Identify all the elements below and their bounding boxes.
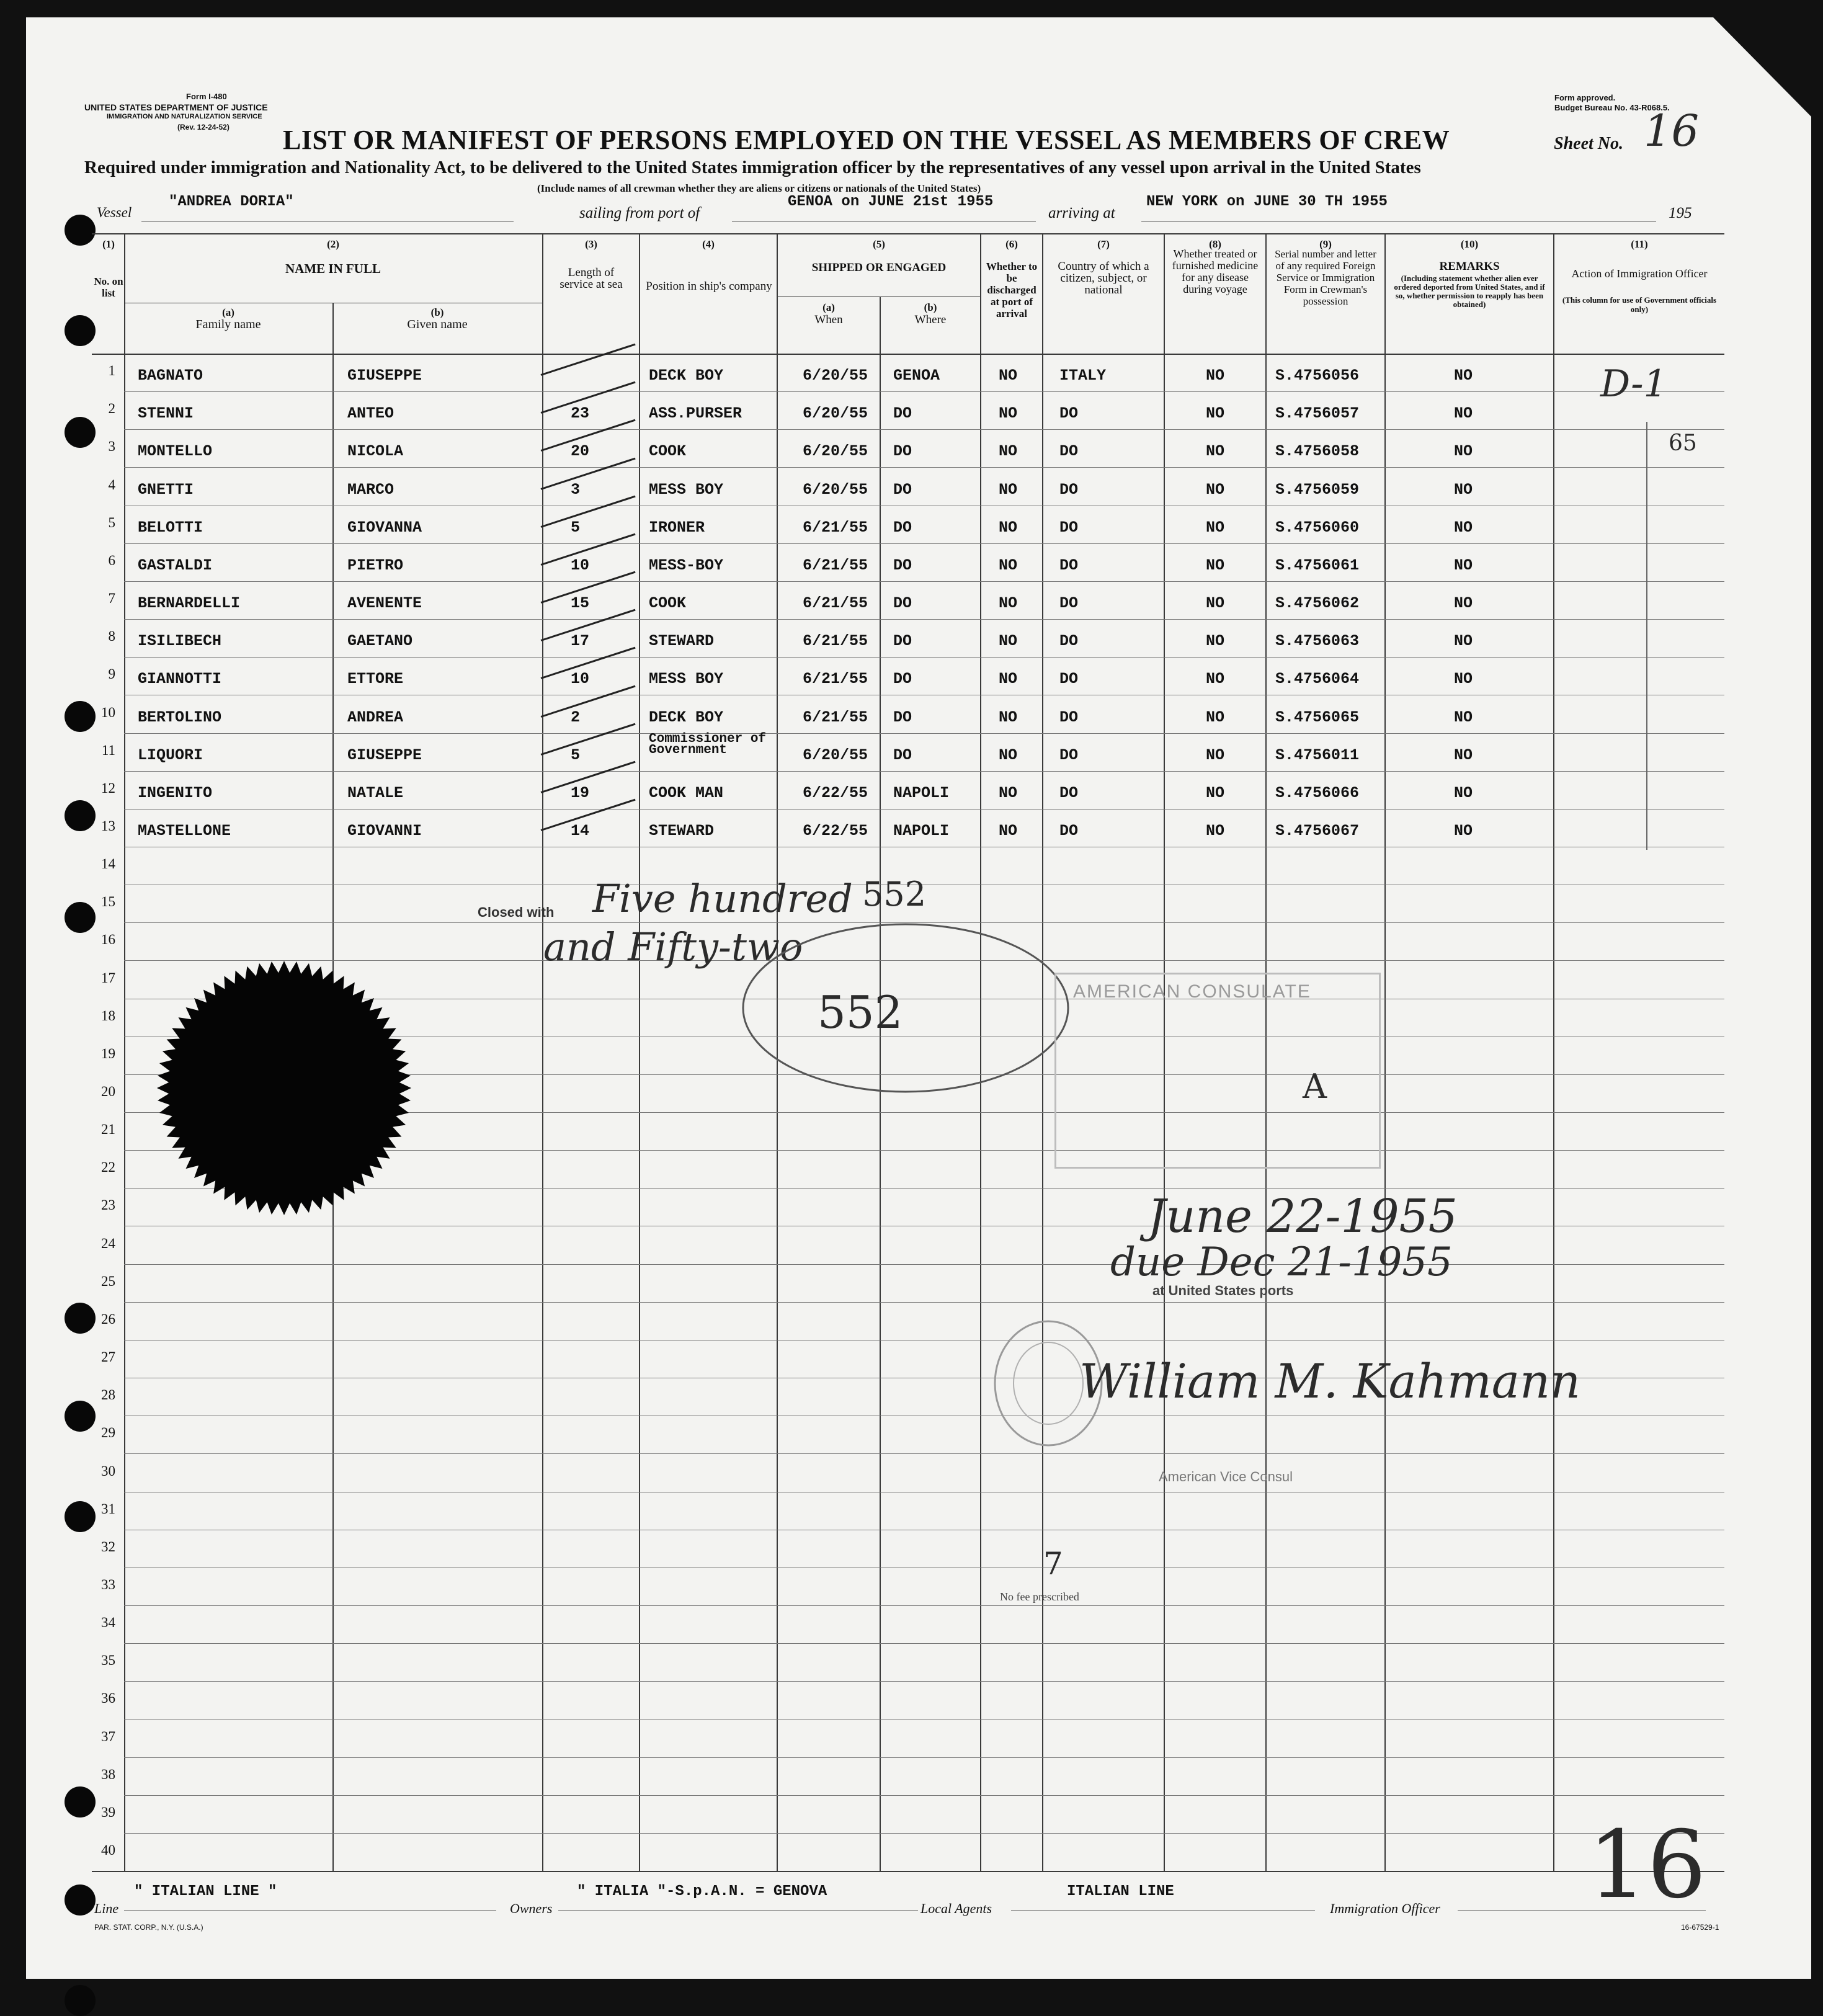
col11-number: (11) bbox=[1631, 238, 1648, 250]
given-name-cell: GIOVANNA bbox=[347, 519, 422, 537]
col6-header: Whether to be discharged at port of arrival bbox=[986, 261, 1038, 319]
medicine-cell: NO bbox=[1206, 784, 1225, 802]
row-line bbox=[124, 1302, 1724, 1303]
serial-number-cell: S.4756058 bbox=[1275, 442, 1360, 460]
remarks-cell: NO bbox=[1454, 746, 1473, 764]
given-name-cell: MARCO bbox=[347, 481, 394, 499]
fee-text: No fee prescribed bbox=[1000, 1590, 1079, 1603]
punch-hole bbox=[65, 215, 96, 246]
col2a-header: Family name bbox=[195, 318, 261, 331]
shipped-where-cell: DO bbox=[893, 670, 912, 688]
officer-count: 65 bbox=[1669, 430, 1697, 456]
col4-number: (4) bbox=[702, 238, 715, 250]
serial-number-cell: S.4756061 bbox=[1275, 556, 1360, 574]
col9-header: Serial number and letter of any required Foreign Service or Immigration Form in Crewman's possession bbox=[1275, 248, 1376, 307]
discharge-cell: NO bbox=[999, 519, 1018, 537]
row-number: 33 bbox=[101, 1577, 115, 1592]
sailing-port: GENOA on JUNE 21st 1955 bbox=[788, 194, 994, 210]
country-cell: DO bbox=[1059, 784, 1079, 802]
punch-hole bbox=[65, 315, 96, 346]
family-name-cell: GNETTI bbox=[138, 481, 194, 499]
closed-digits: 552 bbox=[862, 875, 927, 914]
length-of-service-cell: 5 bbox=[571, 746, 581, 764]
col10-header: REMARKS bbox=[1439, 260, 1500, 273]
shipped-where-cell: DO bbox=[893, 594, 912, 612]
position-cell: COOK bbox=[649, 594, 687, 612]
position-cell: Commissioner of Government bbox=[649, 732, 767, 757]
medicine-cell: NO bbox=[1206, 632, 1225, 650]
medicine-cell: NO bbox=[1206, 367, 1225, 385]
row-number: 22 bbox=[101, 1159, 115, 1175]
row-line bbox=[124, 1757, 1724, 1758]
row-number: 14 bbox=[101, 856, 115, 872]
remarks-cell: NO bbox=[1454, 481, 1473, 499]
discharge-cell: NO bbox=[999, 670, 1018, 688]
serial-number-cell: S.4756011 bbox=[1275, 746, 1360, 764]
remarks-cell: NO bbox=[1454, 822, 1473, 840]
vessel-name: "ANDREA DORIA" bbox=[169, 194, 294, 210]
medicine-cell: NO bbox=[1206, 670, 1225, 688]
given-name-cell: ETTORE bbox=[347, 670, 404, 688]
serial-number-cell: S.4756065 bbox=[1275, 708, 1360, 726]
remarks-cell: NO bbox=[1454, 367, 1473, 385]
family-name-cell: STENNI bbox=[138, 404, 194, 422]
remarks-cell: NO bbox=[1454, 404, 1473, 422]
row-line bbox=[124, 1833, 1724, 1834]
country-cell: DO bbox=[1059, 481, 1079, 499]
length-of-service-cell: 10 bbox=[571, 556, 590, 574]
punch-hole bbox=[65, 1884, 96, 1916]
shipped-where-cell: NAPOLI bbox=[893, 784, 950, 802]
row-number: 17 bbox=[101, 970, 115, 986]
medicine-cell: NO bbox=[1206, 746, 1225, 764]
row-number: 27 bbox=[101, 1349, 115, 1365]
given-name-cell: GAETANO bbox=[347, 632, 413, 650]
serial-number-cell: S.4756064 bbox=[1275, 670, 1360, 688]
position-cell: DECK BOY bbox=[649, 708, 724, 726]
sailing-label: sailing from port of bbox=[579, 205, 700, 221]
row-number: 19 bbox=[101, 1046, 115, 1061]
family-name-cell: MASTELLONE bbox=[138, 822, 231, 840]
row-number: 15 bbox=[101, 894, 115, 909]
country-cell: DO bbox=[1059, 556, 1079, 574]
given-name-cell: ANTEO bbox=[347, 404, 394, 422]
officer-label: Immigration Officer bbox=[1330, 1901, 1440, 1916]
row-line bbox=[124, 733, 1724, 734]
row-line bbox=[124, 809, 1724, 810]
row-number: 6 bbox=[108, 553, 115, 568]
position-cell: MESS-BOY bbox=[649, 556, 724, 574]
owners-name: " ITALIA "-S.p.A.N. = GENOVA bbox=[577, 1883, 827, 1900]
shipped-when-cell: 6/21/55 bbox=[803, 708, 868, 726]
remarks-cell: NO bbox=[1454, 442, 1473, 460]
shipped-when-cell: 6/21/55 bbox=[803, 519, 868, 537]
length-of-service-cell: 19 bbox=[571, 784, 590, 802]
row-number: 31 bbox=[101, 1501, 115, 1517]
col5b-number: (b) bbox=[924, 301, 937, 313]
discharge-cell: NO bbox=[999, 556, 1018, 574]
serial-number-cell: S.4756062 bbox=[1275, 594, 1360, 612]
length-of-service-cell: 5 bbox=[571, 519, 581, 537]
given-name-cell: PIETRO bbox=[347, 556, 404, 574]
col1-header: No. on list bbox=[94, 275, 123, 299]
vessel-label: Vessel bbox=[97, 205, 132, 220]
shipped-where-cell: DO bbox=[893, 481, 912, 499]
agents-label: Local Agents bbox=[920, 1901, 992, 1916]
agents-name: ITALIAN LINE bbox=[1067, 1883, 1174, 1900]
remarks-cell: NO bbox=[1454, 784, 1473, 802]
page-mark: 16 bbox=[1588, 1811, 1706, 1919]
given-name-cell: NICOLA bbox=[347, 442, 404, 460]
oval-digits: 552 bbox=[818, 986, 903, 1038]
row-number: 8 bbox=[108, 628, 115, 644]
country-cell: DO bbox=[1059, 822, 1079, 840]
shipped-when-cell: 6/20/55 bbox=[803, 404, 868, 422]
row-line bbox=[124, 1605, 1724, 1606]
family-name-cell: INGENITO bbox=[138, 784, 213, 802]
remarks-cell: NO bbox=[1454, 519, 1473, 537]
row-number: 40 bbox=[101, 1842, 115, 1858]
row-number: 32 bbox=[101, 1539, 115, 1554]
row-number: 12 bbox=[101, 780, 115, 796]
position-cell: COOK bbox=[649, 442, 687, 460]
length-of-service-cell: 23 bbox=[571, 404, 590, 422]
serial-number-cell: S.4756059 bbox=[1275, 481, 1360, 499]
serial-number-cell: S.4756056 bbox=[1275, 367, 1360, 385]
given-name-cell: AVENENTE bbox=[347, 594, 422, 612]
col5a-header: When bbox=[814, 313, 843, 326]
col9-number: (9) bbox=[1319, 238, 1332, 250]
col2b-number: (b) bbox=[430, 306, 444, 318]
length-of-service-cell: 3 bbox=[571, 481, 581, 499]
medicine-cell: NO bbox=[1206, 442, 1225, 460]
col5b-header: Where bbox=[914, 313, 947, 326]
length-of-service-cell: 10 bbox=[571, 670, 590, 688]
col3-number: (3) bbox=[585, 238, 597, 250]
row-number: 21 bbox=[101, 1122, 115, 1137]
row-number: 24 bbox=[101, 1236, 115, 1251]
medicine-cell: NO bbox=[1206, 594, 1225, 612]
position-cell: STEWARD bbox=[649, 632, 715, 650]
row-number: 39 bbox=[101, 1804, 115, 1820]
row-number: 3 bbox=[108, 439, 115, 454]
given-name-cell: ANDREA bbox=[347, 708, 404, 726]
serial-number-cell: S.4756067 bbox=[1275, 822, 1360, 840]
row-number: 25 bbox=[101, 1273, 115, 1289]
col8-header: Whether treated or furnished medicine for any disease during voyage bbox=[1172, 248, 1259, 295]
row-line bbox=[124, 543, 1724, 544]
discharge-cell: NO bbox=[999, 442, 1018, 460]
form-number: Form I-480 bbox=[186, 92, 227, 101]
col3-header: Length of service at sea bbox=[559, 266, 623, 291]
remarks-cell: NO bbox=[1454, 556, 1473, 574]
shipped-where-cell: DO bbox=[893, 708, 912, 726]
stamp-united-states: at United States ports bbox=[1152, 1283, 1294, 1298]
closed-words-2: and Fifty-two bbox=[543, 924, 803, 970]
row-number: 37 bbox=[101, 1729, 115, 1744]
oval-stamp bbox=[738, 918, 1073, 1098]
shipped-when-cell: 6/22/55 bbox=[803, 822, 868, 840]
line-label: Line bbox=[94, 1901, 119, 1916]
row-line bbox=[124, 1795, 1724, 1796]
form-code: 16-67529-1 bbox=[1681, 1923, 1719, 1932]
serial-number-cell: S.4756066 bbox=[1275, 784, 1360, 802]
row-line bbox=[124, 771, 1724, 772]
discharge-cell: NO bbox=[999, 822, 1018, 840]
medicine-cell: NO bbox=[1206, 519, 1225, 537]
shipped-when-cell: 6/20/55 bbox=[803, 367, 868, 385]
row-line bbox=[124, 429, 1724, 430]
service: IMMIGRATION AND NATURALIZATION SERVICE bbox=[107, 113, 262, 120]
country-cell: DO bbox=[1059, 746, 1079, 764]
officer-mark: D-1 bbox=[1600, 362, 1667, 406]
stamp-letter: A bbox=[1303, 1067, 1327, 1106]
col7-number: (7) bbox=[1097, 238, 1110, 250]
owners-label: Owners bbox=[510, 1901, 553, 1916]
length-of-service-cell: 14 bbox=[571, 822, 590, 840]
row-number: 10 bbox=[101, 705, 115, 720]
discharge-cell: NO bbox=[999, 367, 1018, 385]
row-line bbox=[124, 1453, 1724, 1454]
shipped-when-cell: 6/21/55 bbox=[803, 594, 868, 612]
col4-header: Position in ship's company bbox=[646, 280, 772, 293]
shipped-where-cell: DO bbox=[893, 519, 912, 537]
row-line bbox=[124, 581, 1724, 582]
discharge-cell: NO bbox=[999, 632, 1018, 650]
consul-title: American Vice Consul bbox=[1159, 1469, 1293, 1484]
shipped-where-cell: DO bbox=[893, 556, 912, 574]
family-name-cell: ISILIBECH bbox=[138, 632, 222, 650]
given-name-cell: NATALE bbox=[347, 784, 404, 802]
shipped-when-cell: 6/21/55 bbox=[803, 556, 868, 574]
length-of-service-cell: 17 bbox=[571, 632, 590, 650]
medicine-cell: NO bbox=[1206, 822, 1225, 840]
row-line bbox=[124, 1643, 1724, 1644]
row-line bbox=[124, 467, 1724, 468]
row-number: 20 bbox=[101, 1084, 115, 1099]
col5-number: (5) bbox=[873, 238, 885, 250]
row-number: 13 bbox=[101, 818, 115, 834]
discharge-cell: NO bbox=[999, 481, 1018, 499]
discharge-cell: NO bbox=[999, 708, 1018, 726]
shipped-where-cell: DO bbox=[893, 632, 912, 650]
department: UNITED STATES DEPARTMENT OF JUSTICE bbox=[84, 102, 268, 112]
arriving-label: arriving at bbox=[1048, 205, 1115, 221]
stamp-consulate: AMERICAN CONSULATE bbox=[1073, 981, 1311, 1002]
family-name-cell: BERTOLINO bbox=[138, 708, 222, 726]
country-cell: DO bbox=[1059, 404, 1079, 422]
row-line bbox=[124, 619, 1724, 620]
row-number: 2 bbox=[108, 401, 115, 416]
consular-seal bbox=[154, 958, 414, 1218]
row-number: 18 bbox=[101, 1008, 115, 1024]
country-cell: ITALY bbox=[1059, 367, 1107, 385]
medicine-cell: NO bbox=[1206, 404, 1225, 422]
country-cell: DO bbox=[1059, 708, 1079, 726]
row-number: 34 bbox=[101, 1615, 115, 1630]
family-name-cell: BAGNATO bbox=[138, 367, 203, 385]
printer-line: PAR. STAT. CORP., N.Y. (U.S.A.) bbox=[94, 1923, 203, 1932]
family-name-cell: GASTALDI bbox=[138, 556, 213, 574]
shipped-when-cell: 6/20/55 bbox=[803, 746, 868, 764]
row-number: 35 bbox=[101, 1652, 115, 1668]
fee-number: 7 bbox=[1043, 1546, 1063, 1582]
shipped-where-cell: NAPOLI bbox=[893, 822, 950, 840]
row-number: 28 bbox=[101, 1387, 115, 1403]
shipped-when-cell: 6/22/55 bbox=[803, 784, 868, 802]
position-cell: COOK MAN bbox=[649, 784, 724, 802]
form-approved: Form approved. bbox=[1554, 93, 1616, 102]
given-name-cell: GIUSEPPE bbox=[347, 746, 422, 764]
row-number: 7 bbox=[108, 591, 115, 606]
col11-header: Action of Immigration Officer bbox=[1571, 267, 1708, 280]
col2-header: NAME IN FULL bbox=[285, 261, 381, 276]
subtitle: Required under immigration and Nationality Act, to be delivered to the United States immigration officer by the representatives of any vessel upon arrival in the United States bbox=[84, 158, 1421, 177]
shipped-where-cell: DO bbox=[893, 442, 912, 460]
sheet-label: Sheet No. bbox=[1554, 134, 1623, 153]
line-name: " ITALIAN LINE " bbox=[134, 1883, 277, 1900]
country-cell: DO bbox=[1059, 519, 1079, 537]
col7-header: Country of which a citizen, subject, or national bbox=[1058, 260, 1149, 297]
serial-number-cell: S.4756060 bbox=[1275, 519, 1360, 537]
position-cell: MESS BOY bbox=[649, 670, 724, 688]
serial-number-cell: S.4756057 bbox=[1275, 404, 1360, 422]
arriving-port: NEW YORK on JUNE 30 TH 1955 bbox=[1146, 194, 1388, 210]
family-name-cell: MONTELLO bbox=[138, 442, 213, 460]
validity-date-2: due Dec 21-1955 bbox=[1110, 1239, 1453, 1285]
shipped-when-cell: 6/21/55 bbox=[803, 632, 868, 650]
year-suffix: 195 bbox=[1669, 205, 1692, 221]
length-of-service-cell: 2 bbox=[571, 708, 581, 726]
row-number: 29 bbox=[101, 1425, 115, 1440]
medicine-cell: NO bbox=[1206, 556, 1225, 574]
col1-number: (1) bbox=[102, 238, 115, 250]
col6-number: (6) bbox=[1005, 238, 1018, 250]
length-of-service-cell: 20 bbox=[571, 442, 590, 460]
shipped-where-cell: DO bbox=[893, 746, 912, 764]
shipped-when-cell: 6/20/55 bbox=[803, 442, 868, 460]
country-cell: DO bbox=[1059, 670, 1079, 688]
validity-date-1: June 22-1955 bbox=[1148, 1190, 1458, 1243]
budget-bureau: Budget Bureau No. 43-R068.5. bbox=[1554, 103, 1670, 112]
family-name-cell: BERNARDELLI bbox=[138, 594, 241, 612]
discharge-cell: NO bbox=[999, 404, 1018, 422]
position-cell: IRONER bbox=[649, 519, 705, 537]
col10-number: (10) bbox=[1460, 238, 1479, 250]
punch-hole bbox=[65, 1985, 96, 2016]
family-name-cell: BELOTTI bbox=[138, 519, 203, 537]
shipped-where-cell: DO bbox=[893, 404, 912, 422]
row-number: 38 bbox=[101, 1767, 115, 1782]
crew-note: (Include names of all crewman whether they are aliens or citizens or nationals of the United States) bbox=[537, 182, 981, 194]
page-title: LIST OR MANIFEST OF PERSONS EMPLOYED ON THE VESSEL AS MEMBERS OF CREW bbox=[283, 125, 1450, 155]
col10-note: (Including statement whether alien ever ordered deported from United States, and if so, whether permission to reapply has been obtained) bbox=[1394, 274, 1545, 309]
remarks-cell: NO bbox=[1454, 670, 1473, 688]
position-cell: DECK BOY bbox=[649, 367, 724, 385]
col5a-number: (a) bbox=[822, 301, 835, 313]
discharge-cell: NO bbox=[999, 784, 1018, 802]
row-number: 5 bbox=[108, 515, 115, 530]
col8-number: (8) bbox=[1209, 238, 1221, 250]
given-name-cell: GIUSEPPE bbox=[347, 367, 422, 385]
medicine-cell: NO bbox=[1206, 708, 1225, 726]
sheet-number: 16 bbox=[1644, 105, 1700, 156]
row-number: 16 bbox=[101, 932, 115, 947]
given-name-cell: GIOVANNI bbox=[347, 822, 422, 840]
family-name-cell: GIANNOTTI bbox=[138, 670, 222, 688]
shipped-when-cell: 6/21/55 bbox=[803, 670, 868, 688]
shipped-when-cell: 6/20/55 bbox=[803, 481, 868, 499]
remarks-cell: NO bbox=[1454, 594, 1473, 612]
row-number: 26 bbox=[101, 1311, 115, 1327]
revision: (Rev. 12-24-52) bbox=[177, 123, 230, 132]
serial-number-cell: S.4756063 bbox=[1275, 632, 1360, 650]
row-number: 23 bbox=[101, 1197, 115, 1213]
shipped-where-cell: GENOA bbox=[893, 367, 940, 385]
length-of-service-cell: 15 bbox=[571, 594, 590, 612]
position-cell: STEWARD bbox=[649, 822, 715, 840]
row-line bbox=[124, 657, 1724, 658]
col5-header: SHIPPED OR ENGAGED bbox=[811, 261, 947, 274]
country-cell: DO bbox=[1059, 442, 1079, 460]
consul-signature: William M. Kahmann bbox=[1079, 1354, 1580, 1409]
col2b-header: Given name bbox=[407, 318, 468, 331]
col11-note: (This column for use of Government officials only) bbox=[1562, 295, 1717, 314]
row-line bbox=[124, 1681, 1724, 1682]
position-cell: MESS BOY bbox=[649, 481, 724, 499]
position-cell: ASS.PURSER bbox=[649, 404, 742, 422]
col2a-number: (a) bbox=[222, 306, 234, 318]
row-number: 36 bbox=[101, 1690, 115, 1706]
row-number: 4 bbox=[108, 477, 115, 493]
row-number: 30 bbox=[101, 1463, 115, 1479]
row-number: 1 bbox=[108, 363, 115, 378]
country-cell: DO bbox=[1059, 594, 1079, 612]
col2-number: (2) bbox=[327, 238, 339, 250]
family-name-cell: LIQUORI bbox=[138, 746, 203, 764]
row-line bbox=[124, 1264, 1724, 1265]
row-line bbox=[124, 391, 1724, 392]
closed-with-label: Closed with bbox=[478, 904, 555, 920]
discharge-cell: NO bbox=[999, 746, 1018, 764]
discharge-cell: NO bbox=[999, 594, 1018, 612]
row-number: 9 bbox=[108, 666, 115, 682]
remarks-cell: NO bbox=[1454, 632, 1473, 650]
medicine-cell: NO bbox=[1206, 481, 1225, 499]
country-cell: DO bbox=[1059, 632, 1079, 650]
closed-words-1: Five hundred bbox=[592, 876, 853, 921]
remarks-cell: NO bbox=[1454, 708, 1473, 726]
row-number: 11 bbox=[101, 743, 115, 758]
